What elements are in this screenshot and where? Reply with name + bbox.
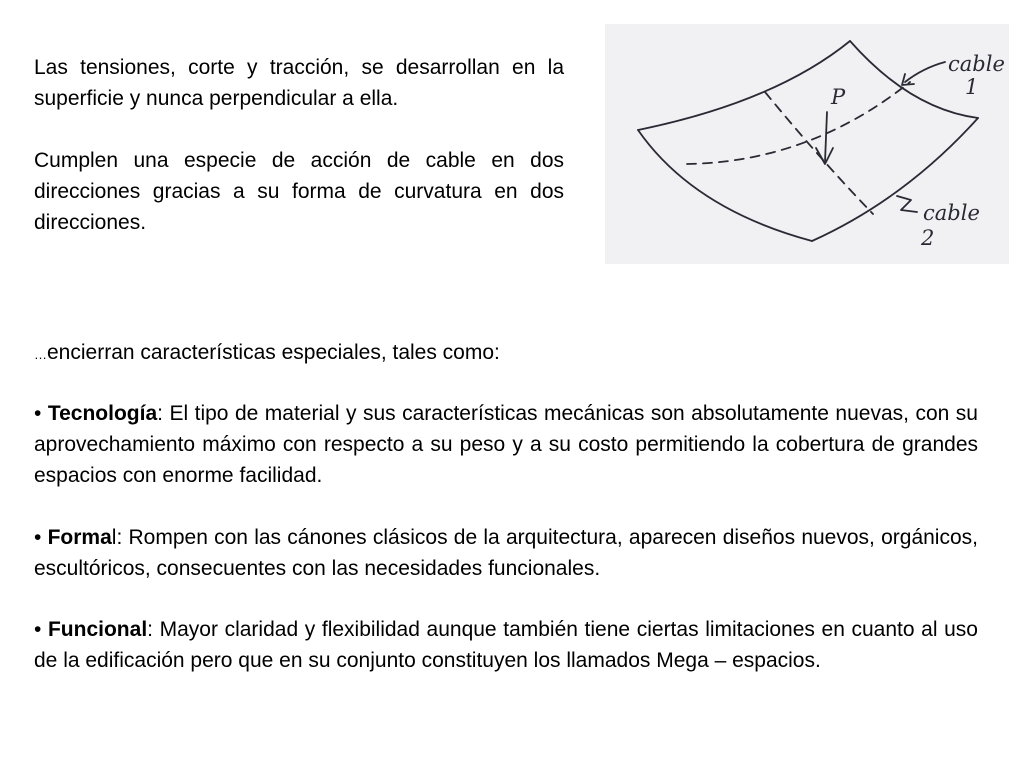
- bullet-term: Funcional: [47, 618, 148, 641]
- shell-edge-left: [638, 130, 812, 241]
- bullet-text: l: Rompen con las cánones clásicos de la arquitectura, aparecen diseños nuevos, orgánicos, escultóricos, consecuentes con las necesidades funcionales.: [34, 526, 978, 580]
- bullet-marker: •: [34, 618, 42, 641]
- bullet-text: : Mayor claridad y flexibilidad aunque también tiene ciertas limitaciones en cuanto al uso de la edificación pero que en su conjunto constituyen los llamados Mega – espacios.: [34, 618, 978, 672]
- bullet-text: : El tipo de material y sus características mecánicas son absolutamente nuevas, con su aprovechamiento máximo con respecto a su peso y a su costo permitiendo la cobertura de grandes espacios con enorme facilidad.: [34, 402, 978, 487]
- bullet-term: Forma: [47, 526, 112, 549]
- sketch-drawing: [605, 24, 1009, 264]
- cable-2-pointer: [897, 196, 917, 212]
- paragraph-tensions: Las tensiones, corte y tracción, se desarrollan en la superficie y nunca perpendicular a ella.: [34, 56, 564, 110]
- load-arrow-shaft: [825, 112, 827, 162]
- bullet-formal: [34, 522, 978, 584]
- bullet-marker: •: [34, 526, 42, 549]
- label-cable-1-word: cable: [948, 52, 1005, 76]
- cable-line-2: [687, 82, 910, 164]
- bullet-term: Tecnología: [47, 402, 158, 425]
- label-cable-2-num: 2: [921, 226, 935, 250]
- intro-text: encierran características especiales, tales como:: [47, 341, 500, 364]
- intro-line: [34, 337, 994, 370]
- bullet-tecnologia: [34, 398, 978, 491]
- bullet-marker: •: [34, 402, 42, 425]
- label-cable-2-word: cable: [923, 201, 980, 225]
- label-load-p: P: [831, 85, 846, 109]
- label-cable-1-num: 1: [965, 75, 979, 99]
- cable-shell-sketch: [605, 24, 1009, 264]
- paragraph-cable-action: Cumplen una especie de acción de cable en dos direcciones gracias a su forma de curvatura en dos direcciones.: [34, 149, 564, 234]
- bullet-funcional: [34, 614, 978, 676]
- intro-ellipsis: …: [34, 347, 47, 362]
- shell-edge-top: [638, 41, 850, 130]
- cable-1-pointer: [905, 62, 945, 82]
